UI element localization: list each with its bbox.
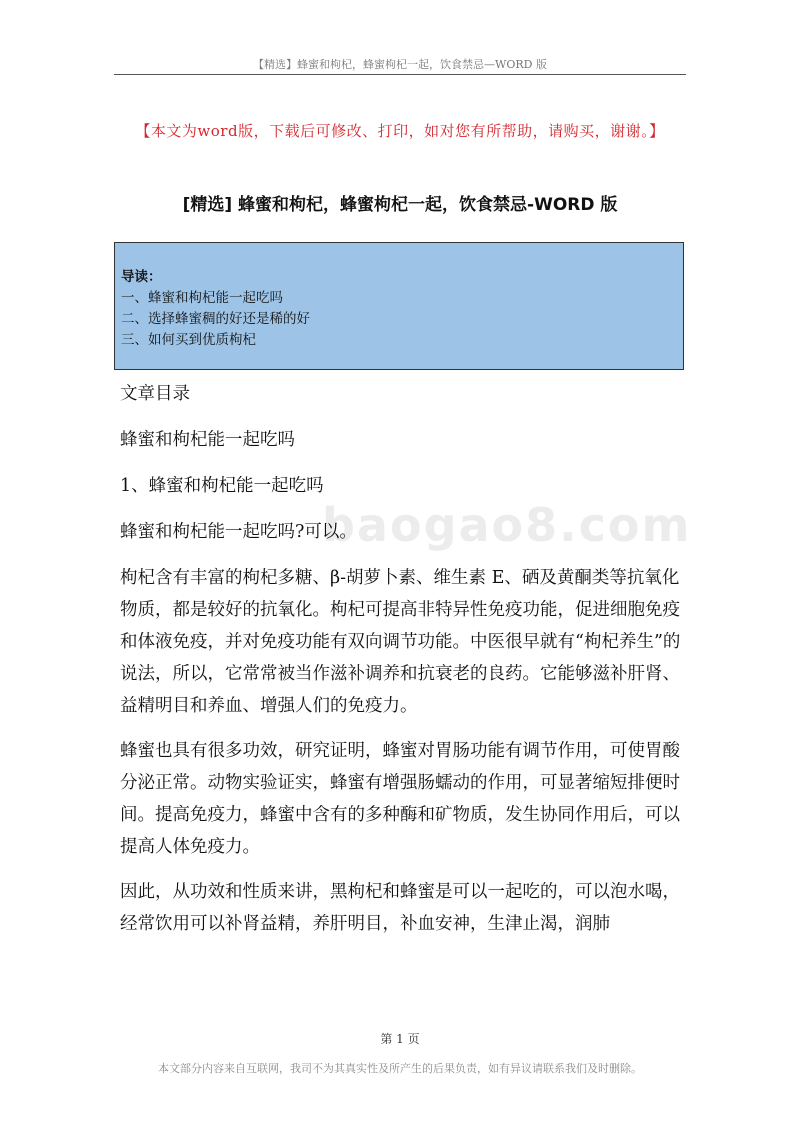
purchase-notice: 【本文为word版，下载后可修改、打印，如对您有所帮助，请购买，谢谢。】	[135, 122, 665, 140]
paragraph: 蜂蜜和枸杞能一起吃吗?可以。	[120, 522, 357, 542]
header-divider	[114, 74, 686, 75]
page-footer: 本文部分内容来自互联网，我司不为其真实性及所产生的后果负责，如有异议请联系我们及时删除。	[158, 1062, 642, 1075]
document-title: [精选] 蜂蜜和枸杞，蜂蜜枸杞一起，饮食禁忌-WORD 版	[182, 195, 618, 215]
paragraph: 因此，从功效和性质来讲，黑枸杞和蜂蜜是可以一起吃的，可以泡水喝，经常饮用可以补肾益精，养肝明目，补血安神，生津止渴，润肺	[120, 882, 680, 934]
page-number: 第 1 页	[380, 1032, 420, 1046]
paragraph: 蜂蜜也具有很多功效，研究证明，蜂蜜对胃肠功能有调节作用，可使胃酸分泌正常。动物实验证实，蜂蜜有增强肠蠕动的作用，可显著缩短排便时间。提高免疫力，蜂蜜中含有的多种酶和矿物质，发生协同作用后，可以提高人体免疫力。	[120, 741, 680, 857]
guide-label: 导读：	[121, 269, 162, 285]
document-body	[120, 378, 682, 953]
guide-item: 三、如何买到优质枸杞	[121, 332, 256, 348]
page-header: 【精选】蜂蜜和枸杞，蜂蜜枸杞一起，饮食禁忌—WORD 版	[253, 58, 547, 71]
watermark: baogao8.com	[322, 498, 692, 552]
section-heading: 1、蜂蜜和枸杞能一起吃吗	[120, 476, 324, 496]
guide-box	[114, 242, 684, 370]
toc-heading: 文章目录	[120, 384, 190, 404]
guide-item: 一、蜂蜜和枸杞能一起吃吗	[121, 290, 283, 306]
toc-link[interactable]: 蜂蜜和枸杞能一起吃吗	[120, 430, 295, 450]
guide-item: 二、选择蜂蜜稠的好还是稀的好	[121, 311, 310, 327]
paragraph: 枸杞含有丰富的枸杞多糖、β-胡萝卜素、维生素 E、硒及黄酮类等抗氧化物质，都是较好的抗氧化。枸杞可提高非特异性免疫功能，促进细胞免疫和体液免疫，并对免疫功能有双向调节功能。中医很早就有“枸杞养生”的说法，所以，它常常被当作滋补调养和抗衰老的良药。它能够滋补肝肾、益精明目和养血、增强人们的免疫力。	[120, 568, 681, 716]
